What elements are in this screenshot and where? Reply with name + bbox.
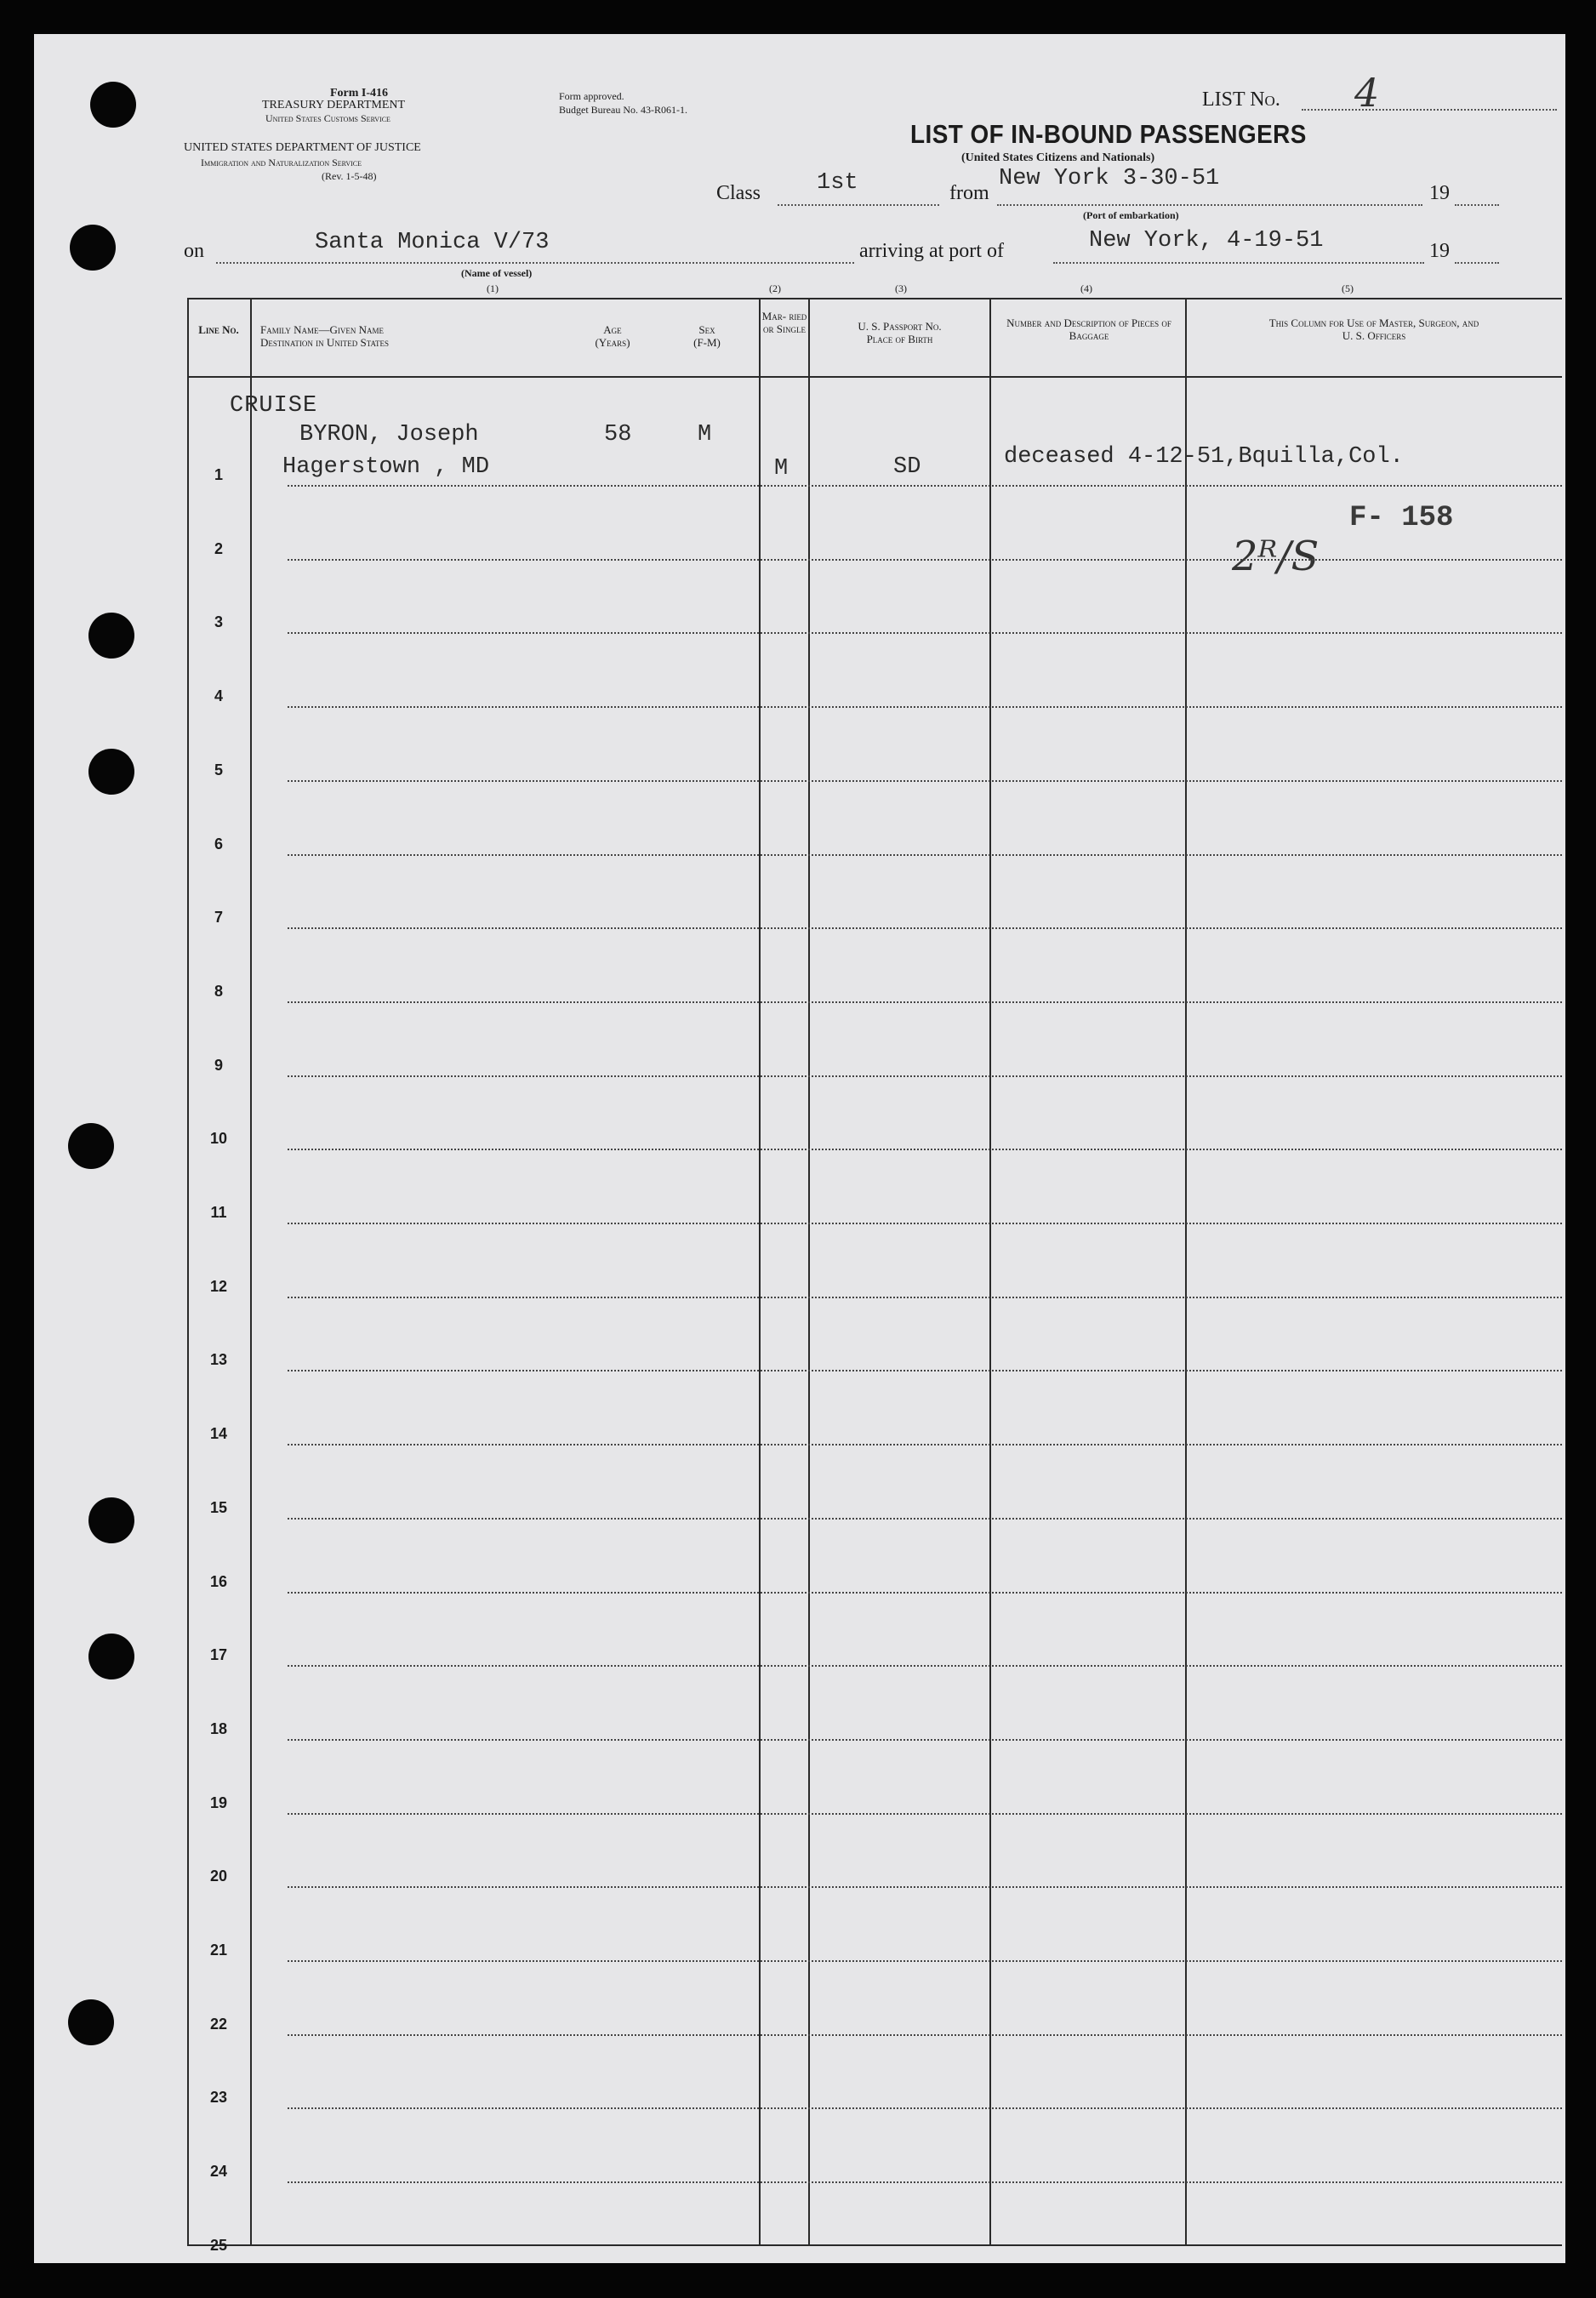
row-rule — [288, 1592, 1562, 1594]
row-rule — [288, 1149, 1562, 1150]
header-age-unit: (Years) — [595, 336, 630, 349]
line-number: 21 — [209, 1942, 228, 1959]
manifest-sheet — [34, 34, 1565, 2263]
header-married: Mar- ried or Single — [761, 310, 807, 335]
passenger-name: BYRON, Joseph — [299, 422, 479, 448]
budget-bureau: Budget Bureau No. 43-R061-1. — [559, 104, 687, 116]
line-number: 22 — [209, 2015, 228, 2033]
row-rule — [288, 1813, 1562, 1815]
line-number: 17 — [209, 1646, 228, 1664]
line-number: 25 — [209, 2236, 228, 2254]
arrival-value: New York, 4-19-51 — [1089, 228, 1324, 254]
row-rule — [288, 1960, 1562, 1962]
form-number: Form I-416 — [330, 87, 389, 100]
row-rule — [288, 1739, 1562, 1741]
row-rule — [288, 2181, 1562, 2183]
binder-hole — [88, 1497, 134, 1543]
year-label-2: 19 — [1429, 240, 1450, 262]
binder-hole — [88, 749, 134, 795]
binder-hole — [88, 613, 134, 659]
from-value: New York 3-30-51 — [999, 166, 1220, 191]
row-rule — [288, 632, 1562, 634]
line-number: 18 — [209, 1719, 228, 1737]
header-destination: Destination in United States — [260, 336, 390, 349]
document-title: LIST OF IN-BOUND PASSENGERS — [910, 119, 1307, 149]
header-family-name: Family Name—Given Name — [260, 323, 384, 336]
header-birthplace: Place of Birth — [866, 333, 933, 345]
line-no-divider — [250, 298, 252, 2246]
class-value: 1st — [817, 170, 858, 196]
line-number: 16 — [209, 1572, 228, 1590]
row-rule — [288, 780, 1562, 782]
passenger-sex: M — [698, 422, 712, 448]
revision-date: (Rev. 1-5-48) — [322, 170, 377, 182]
form-approved: Form approved. — [559, 90, 624, 102]
col-number-3: (3) — [895, 282, 907, 294]
row-rule — [288, 1665, 1562, 1667]
list-number: 4 — [1354, 70, 1380, 116]
justice-dept: UNITED STATES DEPARTMENT OF JUSTICE — [184, 141, 421, 154]
line-number: 11 — [210, 1204, 227, 1221]
row-rule — [288, 854, 1562, 856]
vessel-caption: (Name of vessel) — [461, 267, 533, 279]
row-rule — [288, 2107, 1562, 2109]
passenger-remark: deceased 4-12-51,Bquilla,Col. — [1004, 444, 1404, 470]
line-number: 13 — [209, 1351, 228, 1369]
row-rule — [288, 1444, 1562, 1446]
row-rule — [288, 485, 1562, 487]
line-number: 7 — [214, 909, 223, 927]
binder-hole — [90, 82, 136, 128]
line-number: 12 — [209, 1277, 228, 1295]
row-rule — [288, 706, 1562, 708]
line-number: 5 — [214, 761, 223, 778]
line-number: 2 — [214, 539, 223, 557]
name-divider — [759, 298, 761, 2246]
row-rule — [288, 559, 1562, 561]
row-rule — [288, 927, 1562, 929]
line-number: 24 — [209, 2163, 228, 2181]
on-label: on — [184, 240, 204, 262]
file-stamp: F- 158 — [1349, 502, 1454, 534]
header-passport: U. S. Passport No. — [858, 320, 942, 333]
list-label: LIST No. — [1202, 88, 1280, 111]
row-rule — [288, 1223, 1562, 1224]
header-age: Age — [603, 323, 622, 336]
cruise-note: CRUISE — [230, 393, 318, 419]
arriving-label: arriving at port of — [859, 240, 1004, 262]
line-number: 4 — [214, 687, 223, 705]
binder-hole — [68, 1123, 114, 1169]
year-label-1: 19 — [1429, 182, 1450, 204]
customs-service: United States Customs Service — [265, 112, 390, 124]
row-rule — [288, 1886, 1562, 1888]
line-number: 20 — [209, 1867, 228, 1885]
year-line-1 — [1455, 204, 1499, 206]
line-number: 23 — [209, 2089, 228, 2107]
row-rule — [288, 1518, 1562, 1520]
header-baggage: Number and Description of Pieces of Baggage — [1006, 316, 1171, 342]
row-rule — [288, 1001, 1562, 1003]
col-number-5: (5) — [1342, 282, 1354, 294]
married-divider — [808, 298, 810, 2246]
vessel-value: Santa Monica V/73 — [315, 230, 550, 255]
col-number-2: (2) — [769, 282, 781, 294]
passenger-marital: M — [774, 456, 789, 482]
row-rule — [288, 1075, 1562, 1077]
passenger-birthplace: SD — [893, 454, 921, 480]
from-label: from — [949, 182, 989, 204]
col-number-1: (1) — [487, 282, 499, 294]
list-no-line — [1302, 109, 1557, 111]
col-number-4: (4) — [1080, 282, 1092, 294]
line-number: 19 — [209, 1793, 228, 1811]
line-number: 6 — [214, 835, 223, 852]
row-rule — [288, 2034, 1562, 2036]
passenger-destination: Hagerstown , MD — [282, 454, 490, 480]
table-bottom-border — [187, 2244, 1562, 2246]
class-label: Class — [716, 182, 761, 204]
baggage-divider — [1185, 298, 1187, 2246]
line-number: 8 — [214, 982, 223, 1000]
table-top-border — [187, 298, 1562, 299]
passenger-table — [187, 298, 1562, 2254]
class-line — [778, 204, 939, 206]
line-number: 10 — [209, 1130, 228, 1148]
line-number: 9 — [214, 1056, 223, 1074]
from-line — [997, 204, 1422, 206]
line-number: 14 — [209, 1425, 228, 1443]
binder-hole — [68, 1999, 114, 2045]
line-number: 15 — [209, 1498, 228, 1516]
header-sex: Sex — [698, 323, 715, 336]
passenger-age: 58 — [604, 422, 632, 448]
document-subtitle: (United States Citizens and Nationals) — [961, 151, 1155, 164]
line-number: 1 — [214, 466, 223, 483]
line-number: 3 — [214, 613, 223, 631]
binder-hole — [88, 1634, 134, 1679]
binder-hole — [70, 225, 116, 271]
treasury-dept: TREASURY DEPARTMENT — [262, 99, 406, 111]
year-line-2 — [1455, 262, 1499, 264]
header-bottom-border — [187, 376, 1562, 378]
header-officers: This Column for Use of Master, Surgeon, and U. S. Officers — [1268, 316, 1479, 342]
header-line-no: Line No. — [198, 323, 239, 336]
row-rule — [288, 1297, 1562, 1298]
row-rule — [288, 1370, 1562, 1371]
officer-initials: 2ᴿ/S — [1232, 533, 1320, 580]
arrival-line — [1053, 262, 1424, 264]
vessel-line — [216, 262, 854, 264]
port-caption: (Port of embarkation) — [1083, 209, 1179, 221]
passport-divider — [989, 298, 991, 2246]
ins-service: Immigration and Naturalization Service — [201, 157, 362, 168]
header-sex-unit: (F-M) — [693, 336, 721, 349]
